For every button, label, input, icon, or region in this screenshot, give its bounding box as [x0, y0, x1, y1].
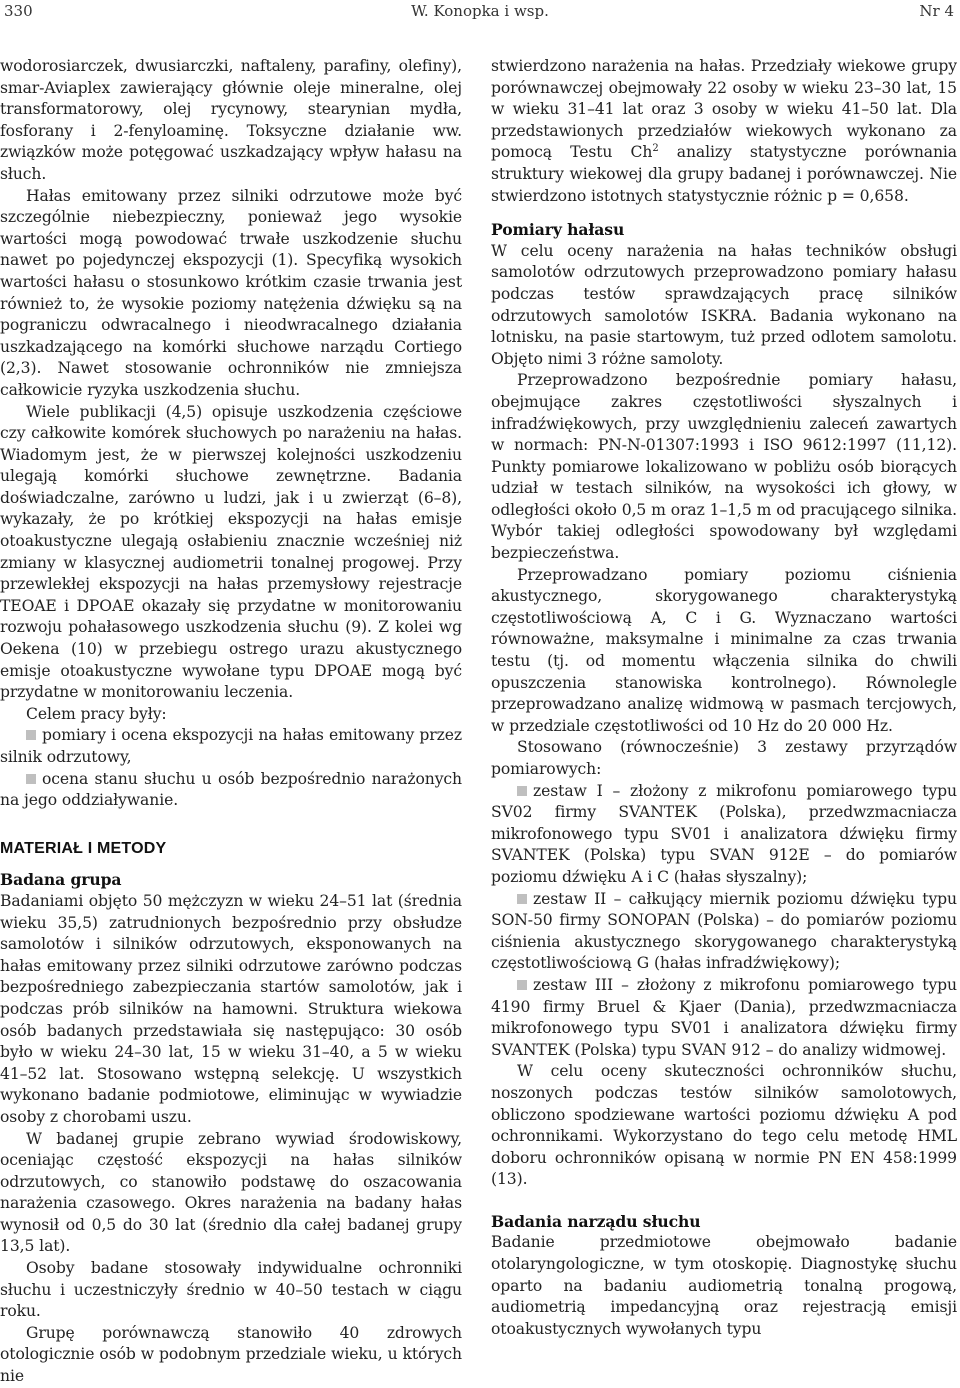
left-column — [0, 56, 462, 1388]
paragraph: Przeprowadzano pomiary poziomu ciśnienia akustycznego, skorygowanego charakterystyką częstotliwościową A, C i G. Wyznaczano wartości równoważne, maksymalne i minimalne za czas trwania testu (tj. od momentu włączenia silnika do chwili opuszczenia stanowiska kontrolnego). Równolegle przeprowadzano analizę widmową w pasmach tercjowych, w przedziale częstotliwości od 10 Hz do 20 000 Hz. — [491, 565, 957, 735]
paragraph — [491, 56, 957, 207]
subsection-heading: Badana grupa — [0, 870, 122, 890]
square-bullet-icon — [517, 786, 527, 796]
list-item — [491, 889, 957, 975]
running-header — [0, 0, 960, 26]
paragraph: Celem pracy były: — [26, 704, 167, 723]
paragraph: Grupę porównawczą stanowiło 40 zdrowych otologicznie osób w podobnym przedziale wieku, u których nie — [0, 1323, 462, 1386]
subsection-heading: Badania narządu słuchu — [491, 1211, 701, 1231]
list-item — [0, 725, 462, 768]
paragraph: W celu oceny narażenia na hałas techników obsługi samolotów odrzutowych przeprowadzono pomiary hałasu podczas testów sprawdzających pracę silników odrzutowych samolotów ISKRA. Badania wykonano na lotnisku, na pasie startowym, tuż przed odlotem samolotu. Objęto nimi 3 różne samoloty. — [491, 241, 957, 368]
list-item-text: pomiary i ocena ekspozycji na hałas emitowany przez silnik odrzutowy, — [0, 726, 462, 766]
section-heading: MATERIAŁ I METODY — [0, 839, 167, 857]
paragraph: Osoby badane stosowały indywidualne ochronniki słuchu i uczestniczyły średnio w 40–50 testach w ciągu roku. — [0, 1259, 462, 1321]
list-item-text: zestaw II – całkujący miernik poziomu dźwięku typu SON-50 firmy SONOPAN (Polska) – do pomiarów poziomu ciśnienia akustycznego skorygowanego charakterystyką częstotliwościową G (hałas infradźwiękowy); — [491, 889, 957, 973]
paragraph: Stosowano (równocześnie) 3 zestawy przyrządów pomiarowych: — [491, 738, 957, 778]
paragraph: Przeprowadzono bezpośrednie pomiary hałasu, obejmujące zakres częstotliwości słyszalnych i infradźwiękowych, przy uwzględnieniu zaleceń zawartych w normach: PN-N-01307:1993 i ISO 9612:1997 (11,12). Punkty pomiarowe lokalizowano w pobliżu osób biorących udział w testach silników, na wysokości ich głowy, w odległości około 0,5 m oraz 1–1,5 m od pracującego silnika. Wybór takiej odległości spowodowany był względami bezpieczeństwa. — [491, 371, 957, 563]
paragraph: Badanie przedmiotowe obejmowało badanie otolaryngologiczne, w tym otoskopię. Diagnostykę słuchu oparto na badaniu audiometrią tonalną progową, audiometrią impedancyjną oraz rejestracją emisji otoakustycznych wywołanych typu — [491, 1233, 957, 1338]
page-number: 330 — [4, 2, 33, 20]
paragraph: Wiele publikacji (4,5) opisuje uszkodzenia częściowe czy całkowite komórek słuchowych po narażeniu na hałas. Wiadomym jest, że w pierwszej kolejności uszkodzeniu ulegają komórki słuchowe zewnętrzne. Badania doświadczalne, zarówno u ludzi, jak i u zwierząt (6–8), wykazały, że po krótkiej ekspozycji na hałas emisje otoakustyczne ulegają osłabieniu znacznie wcześniej niż zmiany w klasycznej audiometrii tonalnej progowej. Przy przewlekłej ekspozycji na hałas przemysłowy rejestracje TEOAE i DPOAE okazały się przydatne w monitorowaniu rozwoju pohałasowego uszkodzenia słuchu (9). Z kolei wg Oekena (10) w przebiegu ostrego urazu akustycznego emisje otoakustyczne wywołane typu DPOAE mogą być przydatne w monitorowaniu leczenia. — [0, 402, 462, 702]
paragraph: Badaniami objęto 50 mężczyzn w wieku 24–51 lat (średnia wieku 35,5) zatrudnionych bezpośrednio przy obsłudze samolotów i silników odrzutowych, eksponowanych na hałas emitowany przez silniki odrzutowe zarówno podczas bezpośredniego zabezpieczania startów samolotów, jak i podczas prób silników na hamowni. Struktura wiekowa osób badanych przedstawiała się następująco: 30 osób było w wieku 24–30 lat, 15 w wieku 31–40, a 5 w wieku 41–52 lat. Stosowano wstępną selekcję. U wszystkich wykonano badanie podmiotowe, eliminując w wywiadzie osoby z chorobami uszu. — [0, 891, 462, 1126]
square-bullet-icon — [517, 980, 527, 990]
list-item-text: ocena stanu słuchu u osób bezpośrednio narażonych na jego oddziaływanie. — [0, 769, 462, 810]
paragraph: W badanej grupie zebrano wywiad środowiskowy, oceniając częstość ekspozycji na hałas silników odrzutowych, co stanowiło podstawę do oszacowania narażenia czasowego. Okres narażenia na badany hałas wynosił od 0,5 do 30 lat (średnio dla całej badanej grupy 13,5 lat). — [0, 1129, 462, 1256]
list-item-text: zestaw III – złożony z mikrofonu pomiarowego typu 4190 firmy Bruel & Kjaer (Dania), przedwzmacniacza mikrofonowego typu SV01 i analizatora dźwięku firmy SVANTEK (Polska) typu SVAN 912 – do analizy widmowej. — [491, 975, 957, 1059]
paragraph-text: stwierdzono narażenia na hałas. Przedziały wiekowe grupy porównawczej obejmowały 22 osoby w wieku 23–30 lat, 15 w wieku 31–41 lat oraz 3 osoby w wieku 41–50 lat. Dla przedstawionych przedziałów wiekowych wykonano za pomocą Testu Ch — [491, 57, 957, 162]
square-bullet-icon — [26, 730, 36, 740]
square-bullet-icon — [26, 774, 36, 784]
paragraph-text: analizy statystyczne porównania struktury wiekowej dla grupy badanej i porównawczej. Nie stwierdzono istotnych statystycznie różnic p = 0,658. — [491, 143, 957, 205]
subsection-heading: Pomiary hałasu — [491, 220, 625, 240]
paragraph: wodorosiarczek, dwusiarczki, naftaleny, parafiny, olefiny), smar-Aviaplex zawierający głównie oleje mineralne, olej transformatorowy, olej rycynowy, stearynian mydła, fosforany i 2-fenyloaminę. Toksyczne działanie ww. związków może potęgować uszkadzający wpływ hałasu na słuch. — [0, 57, 462, 183]
right-column — [491, 56, 957, 1340]
square-bullet-icon — [517, 894, 527, 904]
list-item — [491, 781, 957, 889]
running-authors: W. Konopka i wsp. — [411, 2, 549, 20]
paragraph: W celu oceny skuteczności ochronników słuchu, noszonych podczas testów silników samolotowych, obliczono spodziewane wartości poziomu dźwięku A pod ochronnikami. Wykorzystano do tego celu metodę HML doboru ochronników opisaną w normie PN EN 458:1999 (13). — [491, 1062, 957, 1189]
paragraph: Hałas emitowany przez silniki odrzutowe może być szczególnie niebezpieczny, ponieważ jego wysokie wartości mogą powodować trwałe uszkodzenie słuchu nawet po pojedynczej ekspozycji (1). Specyfiką wysokich wartości hałasu o stosunkowo krótkim czasie trwania jest również to, że wysokie poziomy natężenia dźwięku są na pograniczu odwracalnego i nieodwracalnego działania uszkadzającego na komórki słuchowe narządu Cortiego (2,3). Nawet stosowanie ochronników nie zmniejsza całkowicie ryzyka uszkodzenia słuchu. — [0, 186, 462, 399]
list-item-text: zestaw I – złożony z mikrofonu pomiarowego typu SV02 firmy SVANTEK (Polska), przedwzmacniacza mikrofonowego typu SV01 i analizatora dźwięku firmy SVANTEK (Polska) typu SVAN 912E – do pomiarów poziomu dźwięku A i C (hałas słyszalny); — [491, 781, 957, 886]
list-item — [491, 975, 957, 1061]
list-item — [0, 769, 462, 812]
issue-number: Nr 4 — [919, 2, 954, 20]
superscript: 2 — [652, 143, 659, 155]
